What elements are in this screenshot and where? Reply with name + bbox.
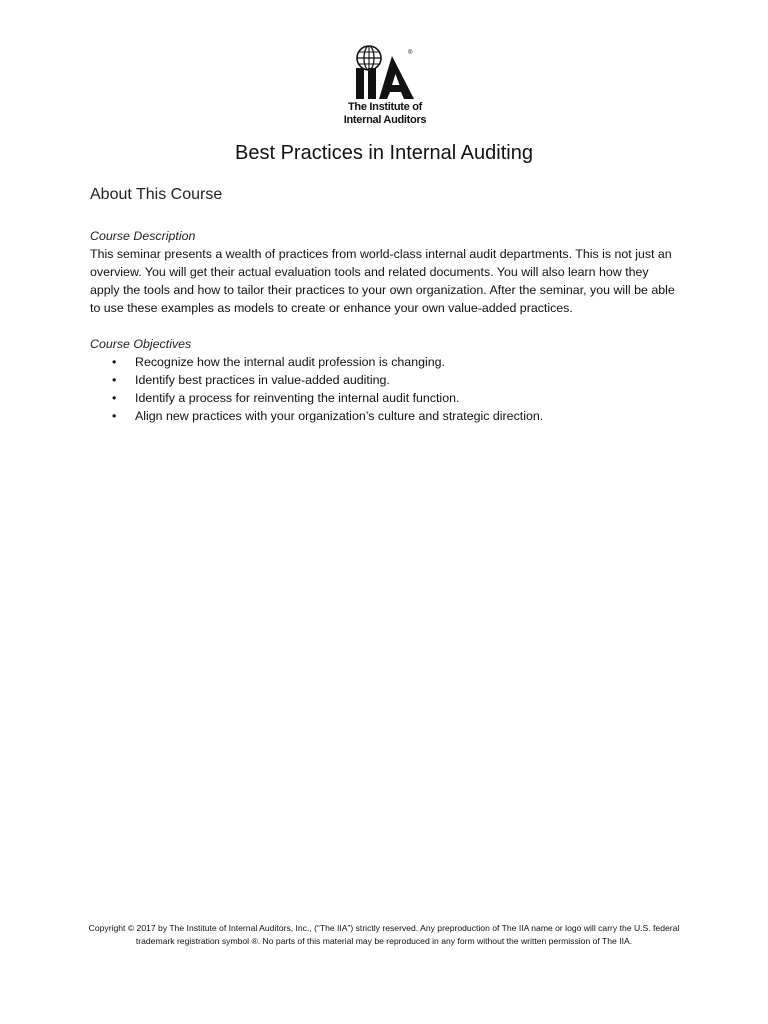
iia-globe-logo-icon (352, 44, 418, 100)
objective-text: Identify a process for reinventing the internal audit function. (135, 391, 460, 405)
course-description-text: This seminar presents a wealth of practices from world-class internal audit departments. This is not just an overview. You will get their actual evaluation tools and related documents. You will also learn how they apply the tools and how to tailor their practices to your own organization. After the seminar, you will be able to use these examples as models to create or enhance your own value-added practices. (90, 247, 675, 315)
objective-text: Align new practices with your organization’s culture and strategic direction. (135, 409, 544, 423)
bullet-icon: • (112, 409, 117, 423)
section-heading: About This Course (90, 186, 223, 203)
bullet-icon: • (112, 355, 117, 369)
objective-text: Recognize how the internal audit profession is changing. (135, 355, 445, 369)
list-item (90, 407, 680, 425)
document-title: Best Practices in Internal Auditing (235, 142, 533, 164)
logo-org-line-2: Internal Auditors (343, 114, 427, 126)
objective-text: Identify best practices in value-added auditing. (135, 373, 390, 387)
list-item (90, 389, 680, 407)
course-objectives-heading: Course Objectives (90, 337, 192, 351)
course-content (90, 227, 680, 425)
course-description-heading: Course Description (90, 229, 196, 243)
bullet-icon: • (112, 373, 117, 387)
list-item (90, 371, 680, 389)
copyright-footer: Copyright © 2017 by The Institute of Internal Auditors, Inc., (“The IIA”) strictly reserved. Any preproduction of The IIA name or logo will carry the U.S. federal trademark registration symbol ®. No parts of this material may be reproduced in any form without the written permission of The IIA. (88, 923, 680, 946)
svg-text:®: ® (408, 50, 413, 56)
objectives-list (90, 353, 680, 425)
bullet-icon: • (112, 391, 117, 405)
iia-logo (330, 44, 440, 126)
logo-org-line-1: The Institute of (347, 101, 423, 113)
list-item (90, 353, 680, 371)
